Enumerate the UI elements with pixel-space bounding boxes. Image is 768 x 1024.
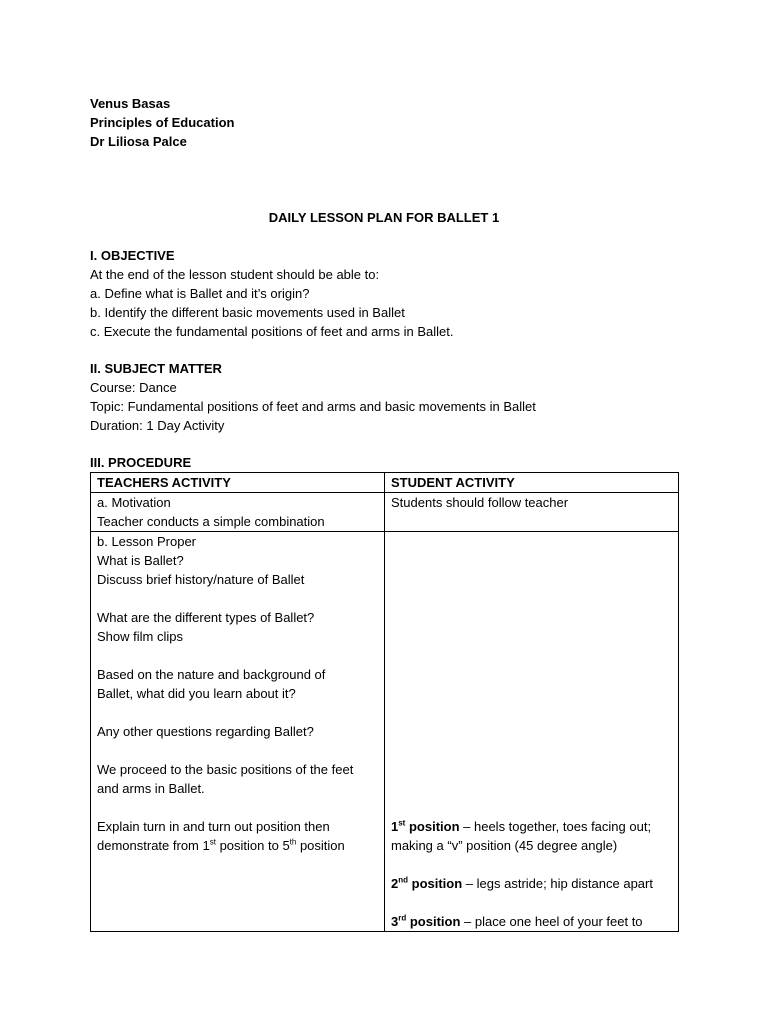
table-row-motivation bbox=[91, 493, 679, 532]
proper-detail: We proceed to the basic positions of the feet bbox=[97, 762, 354, 777]
instructor-name: Dr Liliosa Palce bbox=[90, 134, 187, 149]
procedure-heading: III. PROCEDURE bbox=[90, 455, 192, 470]
position-label: position bbox=[406, 914, 461, 929]
position-1-desc2: making a “v” position (45 degree angle) bbox=[391, 838, 618, 853]
motivation-text: Teacher conducts a simple combination bbox=[97, 514, 325, 529]
proper-question: Any other questions regarding Ballet? bbox=[97, 724, 314, 739]
ordinal-suffix: st bbox=[398, 818, 406, 828]
subject-line: Duration: 1 Day Activity bbox=[90, 418, 225, 433]
proper-detail: Explain turn in and turn out position then bbox=[97, 819, 330, 834]
position-2 bbox=[391, 874, 672, 893]
subject-line: Course: Dance bbox=[90, 380, 177, 395]
course-name: Principles of Education bbox=[90, 115, 235, 130]
proper-question: Based on the nature and background of bbox=[97, 667, 326, 682]
position-1 bbox=[391, 817, 672, 836]
author-header bbox=[90, 94, 680, 151]
col-header-student: STUDENT ACTIVITY bbox=[385, 473, 679, 493]
objective-heading: I. OBJECTIVE bbox=[90, 248, 175, 263]
position-label: position bbox=[405, 819, 460, 834]
proper-detail: and arms in Ballet. bbox=[97, 781, 205, 796]
objective-item: b. Identify the different basic movements used in Ballet bbox=[90, 305, 405, 320]
objective-item: c. Execute the fundamental positions of feet and arms in Ballet. bbox=[90, 324, 454, 339]
position-label: position bbox=[408, 876, 463, 891]
ordinal-suffix: rd bbox=[398, 913, 407, 923]
proper-question: Ballet, what did you learn about it? bbox=[97, 686, 296, 701]
teacher-cell bbox=[91, 493, 385, 532]
document-title: DAILY LESSON PLAN FOR BALLET 1 bbox=[268, 210, 500, 225]
proper-detail: Discuss brief history/nature of Ballet bbox=[97, 572, 305, 587]
explain-text: position to 5 bbox=[215, 838, 290, 853]
objective-intro: At the end of the lesson student should be able to: bbox=[90, 267, 380, 282]
proper-detail: Show film clips bbox=[97, 629, 183, 644]
explain-text: position bbox=[296, 838, 345, 853]
col-header-teacher: TEACHERS ACTIVITY bbox=[91, 473, 385, 493]
ordinal-suffix: nd bbox=[398, 875, 409, 885]
motivation-label: a. Motivation bbox=[97, 495, 171, 510]
subject-section bbox=[90, 359, 680, 435]
position-desc: – heels together, toes facing out; bbox=[459, 819, 652, 834]
proper-detail-positions bbox=[97, 836, 378, 855]
procedure-table bbox=[90, 472, 679, 932]
subject-heading: II. SUBJECT MATTER bbox=[90, 361, 222, 376]
position-number: 1 bbox=[391, 819, 399, 834]
procedure-section bbox=[90, 453, 680, 472]
position-desc: – place one heel of your feet to bbox=[460, 914, 643, 929]
teacher-cell bbox=[91, 532, 385, 932]
author-name: Venus Basas bbox=[90, 96, 171, 111]
proper-label: b. Lesson Proper bbox=[97, 534, 197, 549]
position-number: 3 bbox=[391, 914, 399, 929]
table-row-lesson-proper bbox=[91, 532, 679, 932]
position-desc: – legs astride; hip distance apart bbox=[462, 876, 653, 891]
explain-text: demonstrate from 1 bbox=[97, 838, 210, 853]
proper-question: What are the different types of Ballet? bbox=[97, 610, 315, 625]
student-cell bbox=[385, 493, 679, 532]
position-3 bbox=[391, 912, 672, 931]
student-cell bbox=[385, 532, 679, 932]
objective-item: a. Define what is Ballet and it’s origin? bbox=[90, 286, 310, 301]
ordinal-suffix: th bbox=[289, 837, 297, 847]
table-header-row bbox=[91, 473, 679, 493]
position-number: 2 bbox=[391, 876, 399, 891]
objective-section bbox=[90, 246, 680, 341]
subject-line: Topic: Fundamental positions of feet and arms and basic movements in Ballet bbox=[90, 399, 536, 414]
ordinal-suffix: st bbox=[209, 837, 216, 847]
proper-question: What is Ballet? bbox=[97, 553, 184, 568]
motivation-student: Students should follow teacher bbox=[391, 495, 569, 510]
